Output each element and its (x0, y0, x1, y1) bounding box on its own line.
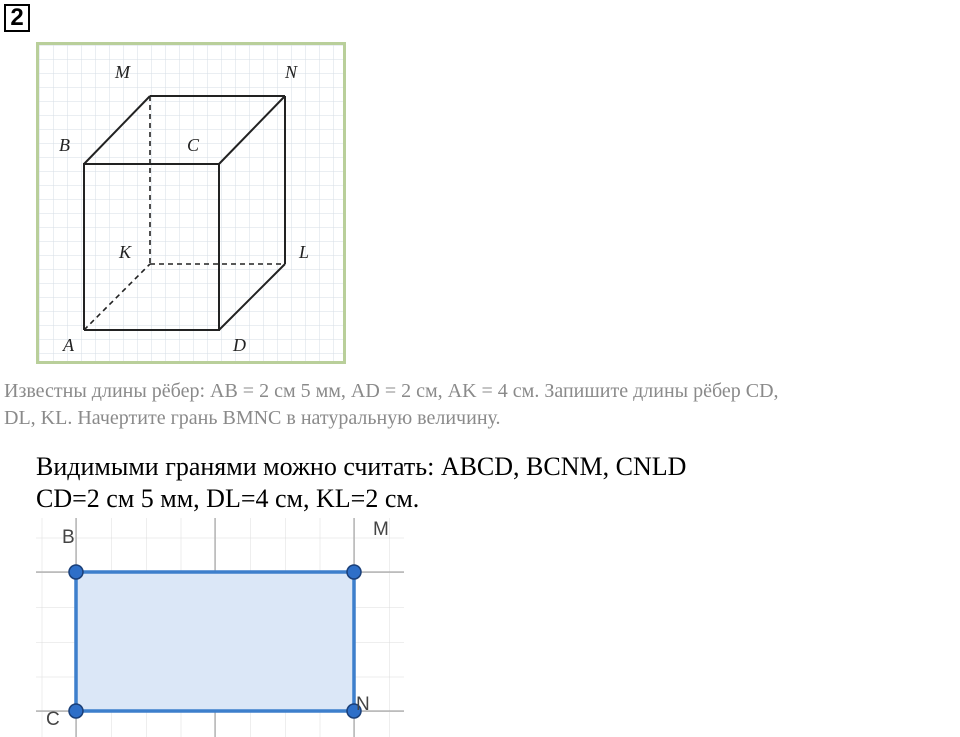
vertex-B (69, 565, 83, 579)
label-B: B (59, 135, 70, 155)
problem-statement (4, 378, 960, 432)
face-label-C: C (46, 709, 60, 730)
problem-line-1: Известны длины рёбер: AB = 2 см 5 мм, AD = 2 см, AK = 4 см. Запишите длины рёбер CD, (4, 380, 779, 402)
vertex-C (69, 704, 83, 718)
face-BMNC (76, 572, 354, 711)
answer-line-1: Видимыми гранями можно считать: ABCD, BCNM, CNLD (36, 452, 687, 481)
label-K: K (119, 242, 132, 262)
face-label-M: M (373, 519, 389, 540)
cube-figure (36, 42, 346, 364)
face-BMNC-drawing (0, 510, 420, 737)
answer-line-2: CD=2 см 5 мм, DL=4 см, KL=2 см. (36, 484, 420, 513)
label-L: L (299, 242, 310, 262)
face-label-N: N (356, 694, 370, 715)
task-number: 2 (4, 4, 30, 32)
cube-drawing (39, 45, 343, 361)
problem-line-2: DL, KL. Начертите грань BMNC в натуральную величину. (4, 407, 501, 429)
label-A: A (63, 335, 74, 355)
label-N: N (285, 62, 298, 82)
label-C: C (187, 135, 200, 155)
answer-block (36, 451, 936, 515)
face-label-B: B (62, 527, 75, 548)
label-D: D (233, 335, 246, 355)
vertex-M (347, 565, 361, 579)
label-M: M (115, 62, 130, 82)
